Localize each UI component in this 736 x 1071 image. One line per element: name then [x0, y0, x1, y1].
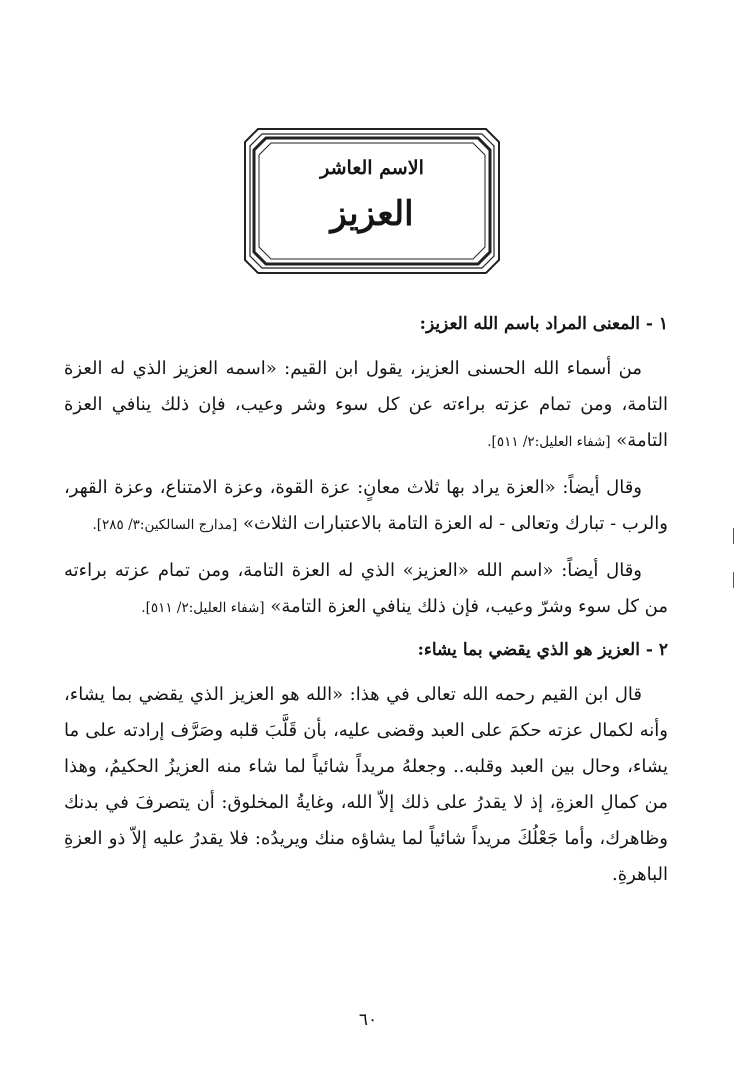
- paragraph-text: من أسماء الله الحسنى العزيز، يقول ابن القيم: «اسمه العزيز الذي له العزة التامة، ومن تمام عزته براءته عن كل سوء وشر وعيب، فإن ذلك ينافي العزة التامة»: [64, 358, 668, 451]
- section-2-heading: ٢ - العزيز هو الذي يقضي بما يشاء:: [417, 640, 668, 660]
- chapter-label: الاسم العاشر: [320, 157, 424, 179]
- paragraph-text: وقال أيضاً: «اسم الله «العزيز» الذي له العزة التامة، ومن تمام عزته براءته من كل سوء وشرّ وعيب، فإن ذلك ينافي العزة التامة»: [64, 560, 668, 617]
- page-body: [64, 310, 668, 903]
- section-1-paragraph-2: [64, 470, 668, 543]
- paragraph-text: وقال أيضاً: «العزة يراد بها ثلاث معانٍ: عزة القوة، وعزة الامتناع، وعزة القهر، والرب - تبارك وتعالى - له العزة التامة بالاعتبارات الثلاث»: [64, 477, 668, 534]
- chapter-title-text: [244, 128, 500, 274]
- scan-edge-mark: [733, 572, 734, 588]
- section-1-paragraph-3: [64, 553, 668, 626]
- paragraph-text: قال ابن القيم رحمه الله تعالى في هذا: «الله هو العزيز الذي يقضي بما يشاء، وأنه لكمال عزته حكمَ على العبد وقضى عليه، بأن قَلَّبَ قلبه وصَرَّف إرادته على ما يشاء، وحال بين العبد وقلبه.. وجعلهُ مريداً شائياً لما شاء منه العزيزُ الحكيمُ، وهذا من كمالِ العزةِ، إذ لا يقدرُ على ذلك إلاّ الله، وغايةُ المخلوق: أن يتصرفَ في بدنك وظاهرك، وأما جَعْلُكَ مريداً شائياً لما يشاؤه منك ويريدُه: فلا يقدرُ عليه إلاّ ذو العزةِ الباهرةِ.: [64, 684, 668, 885]
- citation: [شفاء العليل:٢/ ٥١١].: [487, 434, 611, 450]
- chapter-name: العزيز: [330, 194, 414, 234]
- scan-edge-mark: [733, 528, 734, 544]
- section-1-heading: ١ - المعنى المراد باسم الله العزيز:: [419, 314, 668, 334]
- section-2-paragraph-1: [64, 677, 668, 893]
- chapter-title-frame: [244, 128, 500, 274]
- citation: [شفاء العليل:٢/ ٥١١].: [141, 600, 265, 616]
- citation: [مدارج السالكين:٣/ ٢٨٥].: [92, 517, 238, 533]
- section-1-paragraph-1: [64, 351, 668, 460]
- page-number: ٦٠: [358, 1010, 378, 1030]
